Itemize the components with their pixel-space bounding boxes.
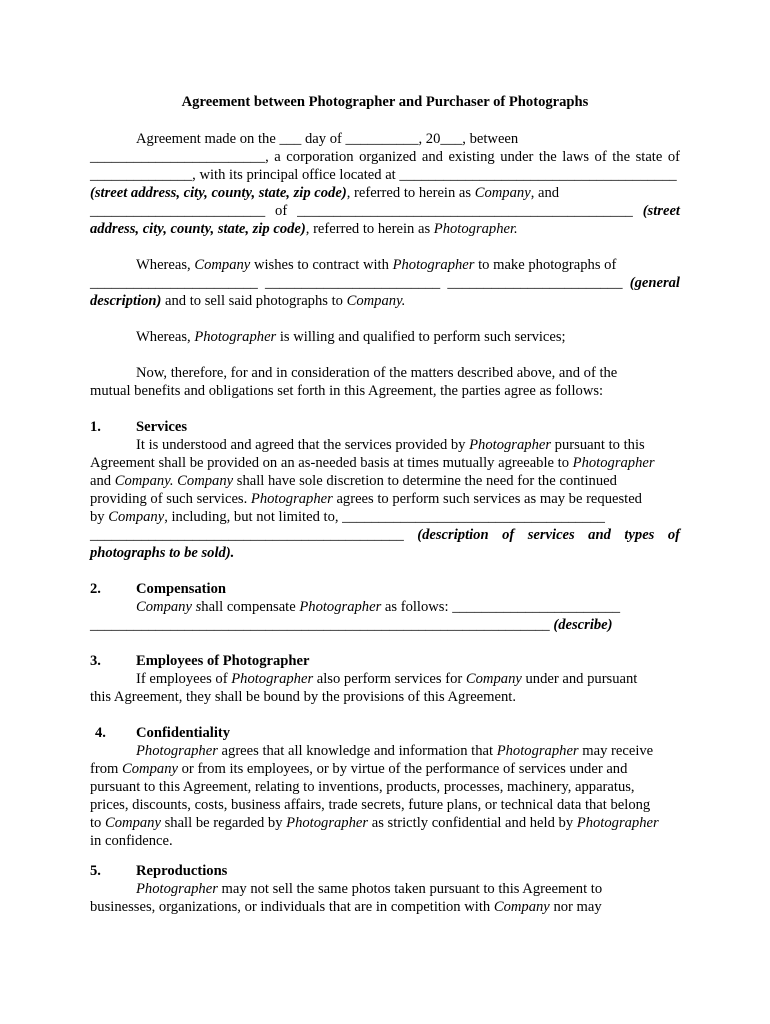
intro-line-5: ________________________ of ______________________________________________ (street xyxy=(90,203,680,219)
whereas-1-line-2: _______________________ ________________________ ________________________ (general xyxy=(90,275,680,291)
whereas-1-line-1: Whereas, Company wishes to contract with Photographer to make photographs of xyxy=(136,257,617,273)
section-5-line-1: Photographer may not sell the same photos taken pursuant to this Agreement to xyxy=(136,881,603,897)
section-4-line-5: to Company shall be regarded by Photographer as strictly confidential and held by Photographer xyxy=(90,815,659,831)
whereas-2-line: Whereas, Photographer is willing and qualified to perform such services; xyxy=(136,329,566,345)
section-3-line-1: If employees of Photographer also perform services for Company under and pursuant xyxy=(136,671,638,687)
now-therefore-line-2: mutual benefits and obligations set forth in this Agreement, the parties agree as follows: xyxy=(90,383,604,399)
section-1-line-3: and Company. Company shall have sole discretion to determine the need for the continued xyxy=(90,473,617,489)
blank-description-3[interactable]: ________________________ xyxy=(447,275,623,291)
blank-company-address[interactable]: ______________________________________ xyxy=(399,167,677,183)
section-5-line-2: businesses, organizations, or individuals that are in competition with Company nor may xyxy=(90,899,602,915)
section-5-number: 5. xyxy=(90,863,101,879)
section-3-line-2: this Agreement, they shall be bound by the provisions of this Agreement. xyxy=(90,689,516,705)
section-1-line-6: ___________________________________________ (description of services and types of xyxy=(90,527,680,543)
blank-description-1[interactable]: _______________________ xyxy=(90,275,258,291)
blank-company-name[interactable]: ________________________ xyxy=(90,149,266,165)
blank-month[interactable]: __________ xyxy=(345,131,419,147)
section-1-number: 1. xyxy=(90,419,101,435)
document-title: Agreement between Photographer and Purchaser of Photographs xyxy=(181,94,589,110)
section-4-line-2: from Company or from its employees, or by virtue of the performance of services under and xyxy=(90,761,628,777)
blank-description-2[interactable]: ________________________ xyxy=(265,275,441,291)
section-4-heading: Confidentiality xyxy=(136,725,231,741)
whereas-1-line-3: description) and to sell said photographs to Company. xyxy=(90,293,406,309)
blank-state[interactable]: ______________ xyxy=(90,167,193,183)
section-1-heading: Services xyxy=(136,419,188,435)
section-3-number: 3. xyxy=(90,653,101,669)
intro-line-2: ________________________, a corporation organized and existing under the laws of the state of xyxy=(90,149,680,165)
blank-compensation-1[interactable]: _______________________ xyxy=(452,599,621,615)
intro-line-1: Agreement made on the ___ day of __________, 20___, between xyxy=(136,131,519,147)
section-4-line-1: Photographer agrees that all knowledge and information that Photographer may receive xyxy=(136,743,654,759)
intro-line-3: ______________, with its principal office located at ______________________________________ xyxy=(90,167,677,183)
intro-line-4: (street address, city, county, state, zip code), referred to herein as Company, and xyxy=(90,185,560,201)
section-2-heading: Compensation xyxy=(136,581,227,597)
blank-photographer-address[interactable]: ______________________________________________ xyxy=(297,203,633,219)
blank-compensation-2[interactable]: _______________________________________________________________ xyxy=(90,617,550,633)
section-1-line-4: providing of such services. Photographer agrees to perform such services as may be requested xyxy=(90,491,642,507)
section-4-line-3: pursuant to this Agreement, relating to inventions, products, processes, machinery, apparatus, xyxy=(90,779,635,795)
section-1-line-2: Agreement shall be provided on an as-needed basis at times mutually agreeable to Photographer xyxy=(90,455,655,471)
section-2-line-1: Company shall compensate Photographer as follows: _______________________ xyxy=(136,599,621,615)
section-4-line-6: in confidence. xyxy=(90,833,173,849)
blank-photographer-name[interactable]: ________________________ xyxy=(90,203,266,219)
intro-line-6: address, city, county, state, zip code), referred to herein as Photographer. xyxy=(90,221,518,237)
section-2-number: 2. xyxy=(90,581,101,597)
blank-year[interactable]: ___ xyxy=(440,131,463,147)
section-1-line-5: by Company, including, but not limited to, ____________________________________ xyxy=(90,509,605,525)
now-therefore-line-1: Now, therefore, for and in consideration of the matters described above, and of the xyxy=(136,365,618,381)
section-2-line-2: _______________________________________________________________ (describe) xyxy=(90,617,613,633)
section-3-heading: Employees of Photographer xyxy=(136,653,310,669)
section-5-heading: Reproductions xyxy=(136,863,228,879)
section-1-line-1: It is understood and agreed that the services provided by Photographer pursuant to this xyxy=(136,437,645,453)
blank-services-1[interactable]: ____________________________________ xyxy=(342,509,605,525)
blank-services-2[interactable]: ___________________________________________ xyxy=(90,527,404,543)
blank-day[interactable]: ___ xyxy=(279,131,302,147)
section-1-line-7: photographs to be sold). xyxy=(90,545,235,561)
section-4-line-4: prices, discounts, costs, business affairs, trade secrets, future plans, or technical data that belong xyxy=(90,797,651,813)
section-4-number: 4. xyxy=(95,725,106,741)
